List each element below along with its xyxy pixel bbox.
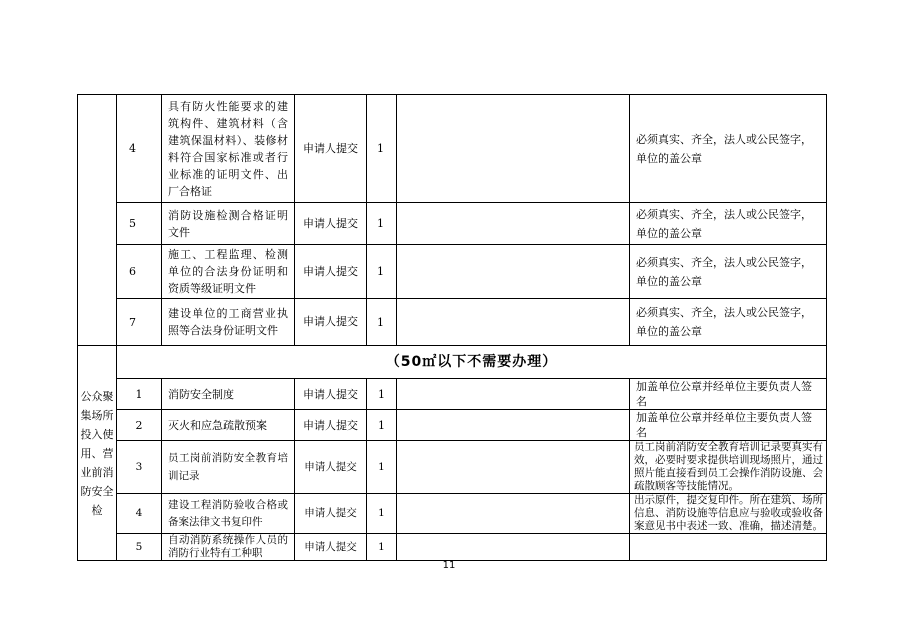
- submitter-cell: 申请人提交: [295, 245, 367, 299]
- submitter-cell: 申请人提交: [295, 441, 367, 494]
- blank-cell: [397, 441, 630, 494]
- row-number: 5: [117, 534, 162, 561]
- table-row: [78, 441, 827, 494]
- notes-cell: 必须真实、齐全，法人或公民签字，单位的盖公章: [630, 95, 827, 203]
- copies-cell: 1: [367, 95, 397, 203]
- row-number: 7: [117, 299, 162, 346]
- notes-cell: 加盖单位公章并经单位主要负责人签名: [630, 379, 827, 410]
- row-number: 4: [117, 494, 162, 534]
- notes-cell: 员工岗前消防安全教育培训记录要真实有效，必要时要求提供培训现场照片，通过照片能直接看到员工会操作消防设施、会疏散顾客等技能情况。: [630, 441, 827, 494]
- material-cell: 消防安全制度: [162, 379, 295, 410]
- notes-cell: 必须真实、齐全，法人或公民签字，单位的盖公章: [630, 245, 827, 299]
- table-row: [78, 245, 827, 299]
- row-number: 3: [117, 441, 162, 494]
- submitter-cell: 申请人提交: [295, 410, 367, 441]
- material-cell: 施工、工程监理、检测单位的合法身份证明和资质等级证明文件: [162, 245, 295, 299]
- blank-cell: [397, 299, 630, 346]
- blank-cell: [397, 534, 630, 561]
- material-cell: 员工岗前消防安全教育培训记录: [162, 441, 295, 494]
- copies-cell: 1: [367, 203, 397, 245]
- copies-cell: 1: [367, 534, 397, 561]
- material-cell: 灭火和应急疏散预案: [162, 410, 295, 441]
- notes-cell: 加盖单位公章并经单位主要负责人签名: [630, 410, 827, 441]
- row-number: 4: [117, 95, 162, 203]
- row-number: 2: [117, 410, 162, 441]
- table-row: [78, 379, 827, 410]
- material-cell: 消防设施检测合格证明文件: [162, 203, 295, 245]
- material-cell: 具有防火性能要求的建筑构件、建筑材料（含建筑保温材料）、装修材料符合国家标准或者行业标准的证明文件、出厂合格证: [162, 95, 295, 203]
- page-number: 11: [442, 560, 456, 571]
- table-row: [78, 299, 827, 346]
- copies-cell: 1: [367, 410, 397, 441]
- row-number: 1: [117, 379, 162, 410]
- table-row: [78, 494, 827, 534]
- copies-cell: 1: [367, 299, 397, 346]
- blank-cell: [397, 494, 630, 534]
- row-number: 5: [117, 203, 162, 245]
- blank-cell: [397, 95, 630, 203]
- blank-cell: [397, 379, 630, 410]
- copies-cell: 1: [367, 379, 397, 410]
- submitter-cell: 申请人提交: [295, 203, 367, 245]
- submitter-cell: 申请人提交: [295, 534, 367, 561]
- materials-table: [77, 94, 827, 561]
- notes-cell: 必须真实、齐全，法人或公民签字，单位的盖公章: [630, 203, 827, 245]
- notes-cell: 出示原件，提交复印件。所在建筑、场所信息、消防设施等信息应与验收或验收备案意见书中表述一致、准确，描述清楚。: [630, 494, 827, 534]
- row-number: 6: [117, 245, 162, 299]
- copies-cell: 1: [367, 494, 397, 534]
- material-cell: 自动消防系统操作人员的消防行业特有工种职: [162, 534, 295, 561]
- category-cell-empty: [78, 95, 117, 346]
- table-row: [78, 203, 827, 245]
- submitter-cell: 申请人提交: [295, 95, 367, 203]
- table-row: [78, 534, 827, 561]
- section-note: （50㎡以下不需要办理）: [117, 346, 827, 379]
- material-cell: 建设工程消防验收合格或备案法律文书复印件: [162, 494, 295, 534]
- submitter-cell: 申请人提交: [295, 494, 367, 534]
- notes-cell: [630, 534, 827, 561]
- blank-cell: [397, 203, 630, 245]
- copies-cell: 1: [367, 245, 397, 299]
- table-row: [78, 95, 827, 203]
- submitter-cell: 申请人提交: [295, 299, 367, 346]
- copies-cell: 1: [367, 441, 397, 494]
- category-cell: 公众聚集场所投入使用、营业前消防安全检: [78, 346, 117, 561]
- table-row: [78, 410, 827, 441]
- blank-cell: [397, 245, 630, 299]
- material-cell: 建设单位的工商营业执照等合法身份证明文件: [162, 299, 295, 346]
- section-header-row: [78, 346, 827, 379]
- notes-cell: 必须真实、齐全，法人或公民签字，单位的盖公章: [630, 299, 827, 346]
- submitter-cell: 申请人提交: [295, 379, 367, 410]
- blank-cell: [397, 410, 630, 441]
